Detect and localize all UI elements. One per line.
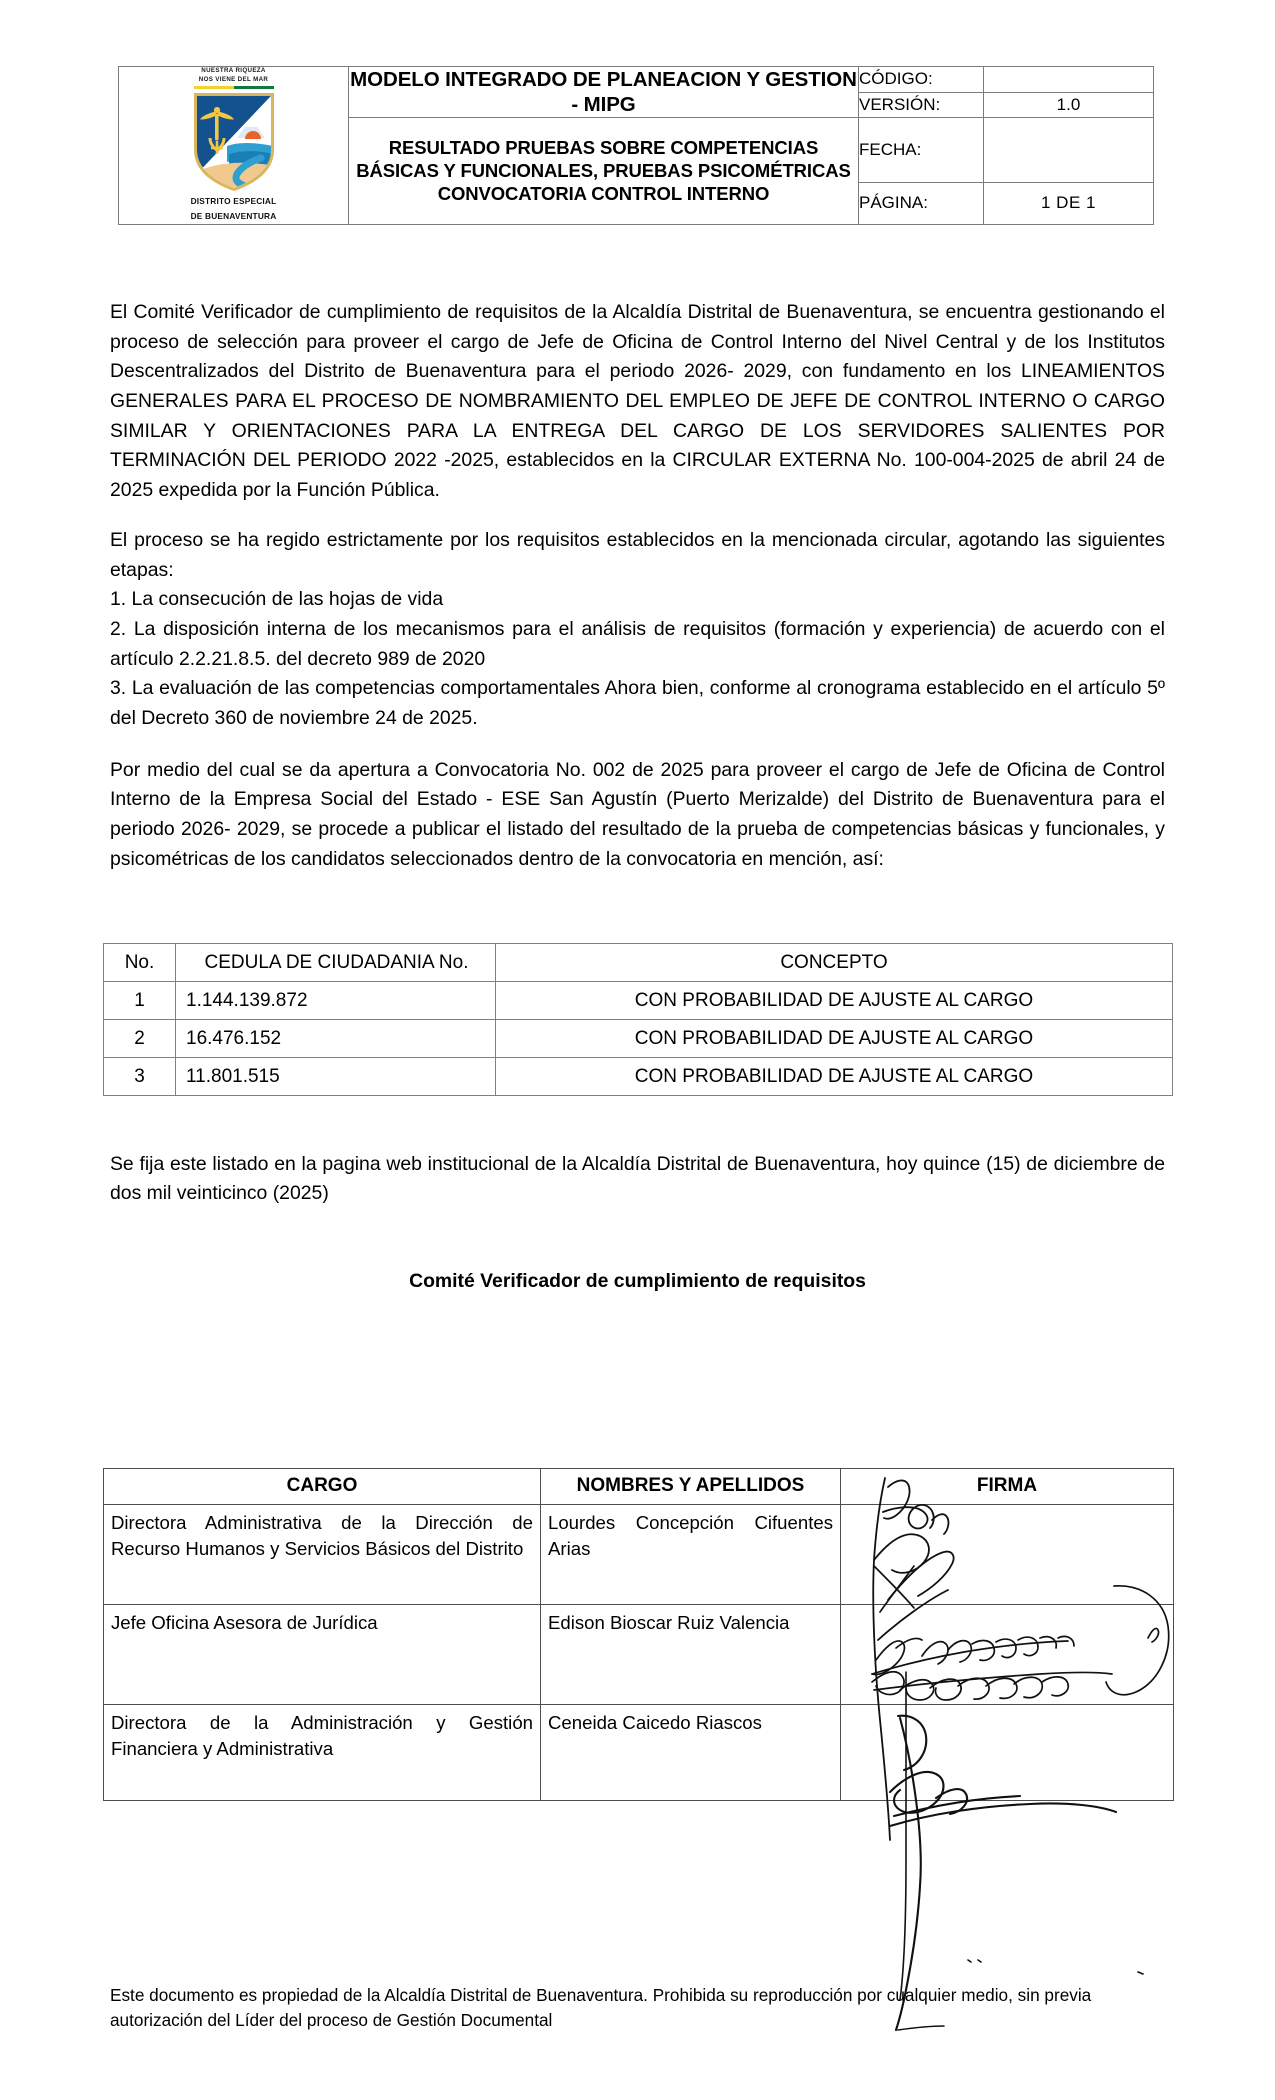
paragraph-convocatoria: Por medio del cual se da apertura a Convocatoria No. 002 de 2025 para proveer el cargo de Jefe de Oficina de Control Interno de la Empresa Social del Estado - ESE San Agustín (Puerto Merizalde) del Distrito de Buenaventura para el periodo 2026- 2029, se procede a publicar el listado del resultado de la prueba de competencias básicas y funcionales, y psicométricas de los candidatos seleccionados dentro de la convocatoria en mención, así:	[110, 758, 1165, 870]
logo-motto-bar	[194, 86, 274, 89]
signature-col-header-cargo: CARGO	[104, 1469, 541, 1505]
results-table-container	[103, 943, 1173, 1096]
header-title-main: MODELO INTEGRADO DE PLANEACION Y GESTION - MIPG	[350, 68, 857, 116]
table-row	[104, 1058, 1173, 1096]
signature-cell-nombre: Ceneida Caicedo Riascos	[541, 1705, 841, 1801]
signature-cell-firma	[841, 1705, 1174, 1801]
logo-cell	[119, 67, 349, 225]
page-number-value: 1 DE 1	[1041, 193, 1096, 213]
signature-cell-cargo: Directora Administrativa de la Dirección de Recurso Humanos y Servicios Básicos del Distrito	[104, 1505, 541, 1605]
results-cell-cedula: 11.801.515	[176, 1058, 496, 1096]
header-meta-value-pagina	[984, 183, 1154, 224]
signature-cell-nombre: Edison Bioscar Ruiz Valencia	[541, 1605, 841, 1705]
process-step-2: 2. La disposición interna de los mecanismos para el análisis de requisitos (formación y experiencia) de acuerdo con el artículo 2.2.21.8.5. del decreto 989 de 2020	[110, 617, 1165, 670]
process-step-1: 1. La consecución de las hojas de vida	[110, 588, 444, 611]
header-title-sub: RESULTADO PRUEBAS SOBRE COMPETENCIAS BÁSICAS Y FUNCIONALES, PRUEBAS PSICOMÉTRICAS CONVOCATORIA CONTROL INTERNO	[349, 118, 859, 225]
header-row-1	[119, 67, 1154, 93]
results-cell-concepto: CON PROBABILIDAD DE AJUSTE AL CARGO	[496, 1020, 1173, 1058]
results-cell-no: 2	[104, 1020, 176, 1058]
table-row	[104, 1020, 1173, 1058]
signature-col-header-firma: FIRMA	[841, 1469, 1174, 1505]
results-cell-no: 3	[104, 1058, 176, 1096]
header-meta-value-fecha	[984, 118, 1154, 183]
results-header-row	[104, 944, 1173, 982]
results-col-header-cedula: CEDULA DE CIUDADANIA No.	[176, 944, 496, 982]
signature-cell-firma	[841, 1605, 1174, 1705]
document-header	[118, 66, 1153, 225]
committee-heading: Comité Verificador de cumplimiento de requisitos	[409, 1270, 866, 1292]
results-cell-concepto: CON PROBABILIDAD DE AJUSTE AL CARGO	[496, 1058, 1173, 1096]
paragraph-spacer	[110, 734, 1165, 756]
results-cell-no: 1	[104, 982, 176, 1020]
signature-cell-cargo: Jefe Oficina Asesora de Jurídica	[104, 1605, 541, 1705]
signature-table-container	[103, 1468, 1173, 1801]
logo-name-line-2: DE BUENAVENTURA	[190, 210, 277, 221]
results-col-header-concepto: CONCEPTO	[496, 944, 1173, 982]
logo-motto-line-1: NUESTRA RIQUEZA	[201, 67, 266, 74]
signature-table	[103, 1468, 1174, 1801]
signature-cell-cargo: Directora de la Administración y Gestión Financiera y Administrativa	[104, 1705, 541, 1801]
signature-cell-nombre: Lourdes Concepción Cifuentes Arias	[541, 1505, 841, 1605]
paragraph-intro: El Comité Verificador de cumplimiento de requisitos de la Alcaldía Distrital de Buenaventura, se encuentra gestionando el proceso de selección para proveer el cargo de Jefe de Oficina de Control Interno del Nivel Central y de los Institutos Descentralizados del Distrito de Buenaventura para el periodo 2026- 2029, con fundamento en los LINEAMIENTOS GENERALES PARA EL PROCESO DE NOMBRAMIENTO DEL EMPLEO DE JEFE DE CONTROL INTERNO O CARGO SIMILAR Y ORIENTACIONES PARA LA ENTREGA DEL CARGO DE LOS SERVIDORES SALIENTES POR TERMINACIÓN DEL PERIODO 2022 -2025, establecidos en la CIRCULAR EXTERNA No. 100-004-2025 de abril 24 de 2025 expedida por la Función Pública.	[110, 301, 1165, 502]
publication-note	[110, 1150, 1165, 1208]
logo-motto-line-2: NOS VIENE DEL MAR	[198, 76, 269, 84]
header-meta-label-fecha: FECHA:	[859, 118, 984, 183]
header-meta-label-codigo: CÓDIGO:	[859, 67, 984, 93]
table-row	[104, 1505, 1174, 1605]
shield-icon	[159, 92, 309, 192]
header-meta-value-codigo	[984, 67, 1154, 93]
table-row	[104, 982, 1173, 1020]
logo-name-line-1: DISTRITO ESPECIAL	[190, 195, 277, 206]
header-meta-label-version: VERSIÓN:	[859, 92, 984, 118]
signature-col-header-nombre: NOMBRES Y APELLIDOS	[541, 1469, 841, 1505]
table-row	[104, 1705, 1174, 1801]
document-footer: Este documento es propiedad de la Alcaldía Distrital de Buenaventura. Prohibida su reproducción por cualquier medio, sin previa autorización del Líder del proceso de Gestión Documental	[110, 1985, 1092, 2030]
header-meta-label-pagina: PÁGINA:	[859, 183, 984, 224]
results-cell-concepto: CON PROBABILIDAD DE AJUSTE AL CARGO	[496, 982, 1173, 1020]
signature-header-row	[104, 1469, 1174, 1505]
paragraph-publication: Se fija este listado en la pagina web institucional de la Alcaldía Distrital de Buenaventura, hoy quince (15) de diciembre de dos mil veinticinco (2025)	[110, 1153, 1165, 1205]
table-row	[104, 1605, 1174, 1705]
paragraph-process: El proceso se ha regido estrictamente por los requisitos establecidos en la mencionada circular, agotando las siguientes etapas:	[110, 528, 1165, 581]
results-table	[103, 943, 1173, 1096]
header-meta-value-version: 1.0	[984, 92, 1154, 118]
signature-cell-firma	[841, 1505, 1174, 1605]
process-step-3: 3. La evaluación de las competencias comportamentales Ahora bien, conforme al cronograma establecido en el artículo 5º del Decreto 360 de noviembre 24 de 2025.	[110, 677, 1165, 729]
results-col-header-no: No.	[104, 944, 176, 982]
results-cell-cedula: 16.476.152	[176, 1020, 496, 1058]
document-body	[110, 298, 1165, 894]
buenaventura-coat-of-arms-logo	[159, 67, 309, 221]
header-table	[118, 66, 1154, 225]
results-cell-cedula: 1.144.139.872	[176, 982, 496, 1020]
